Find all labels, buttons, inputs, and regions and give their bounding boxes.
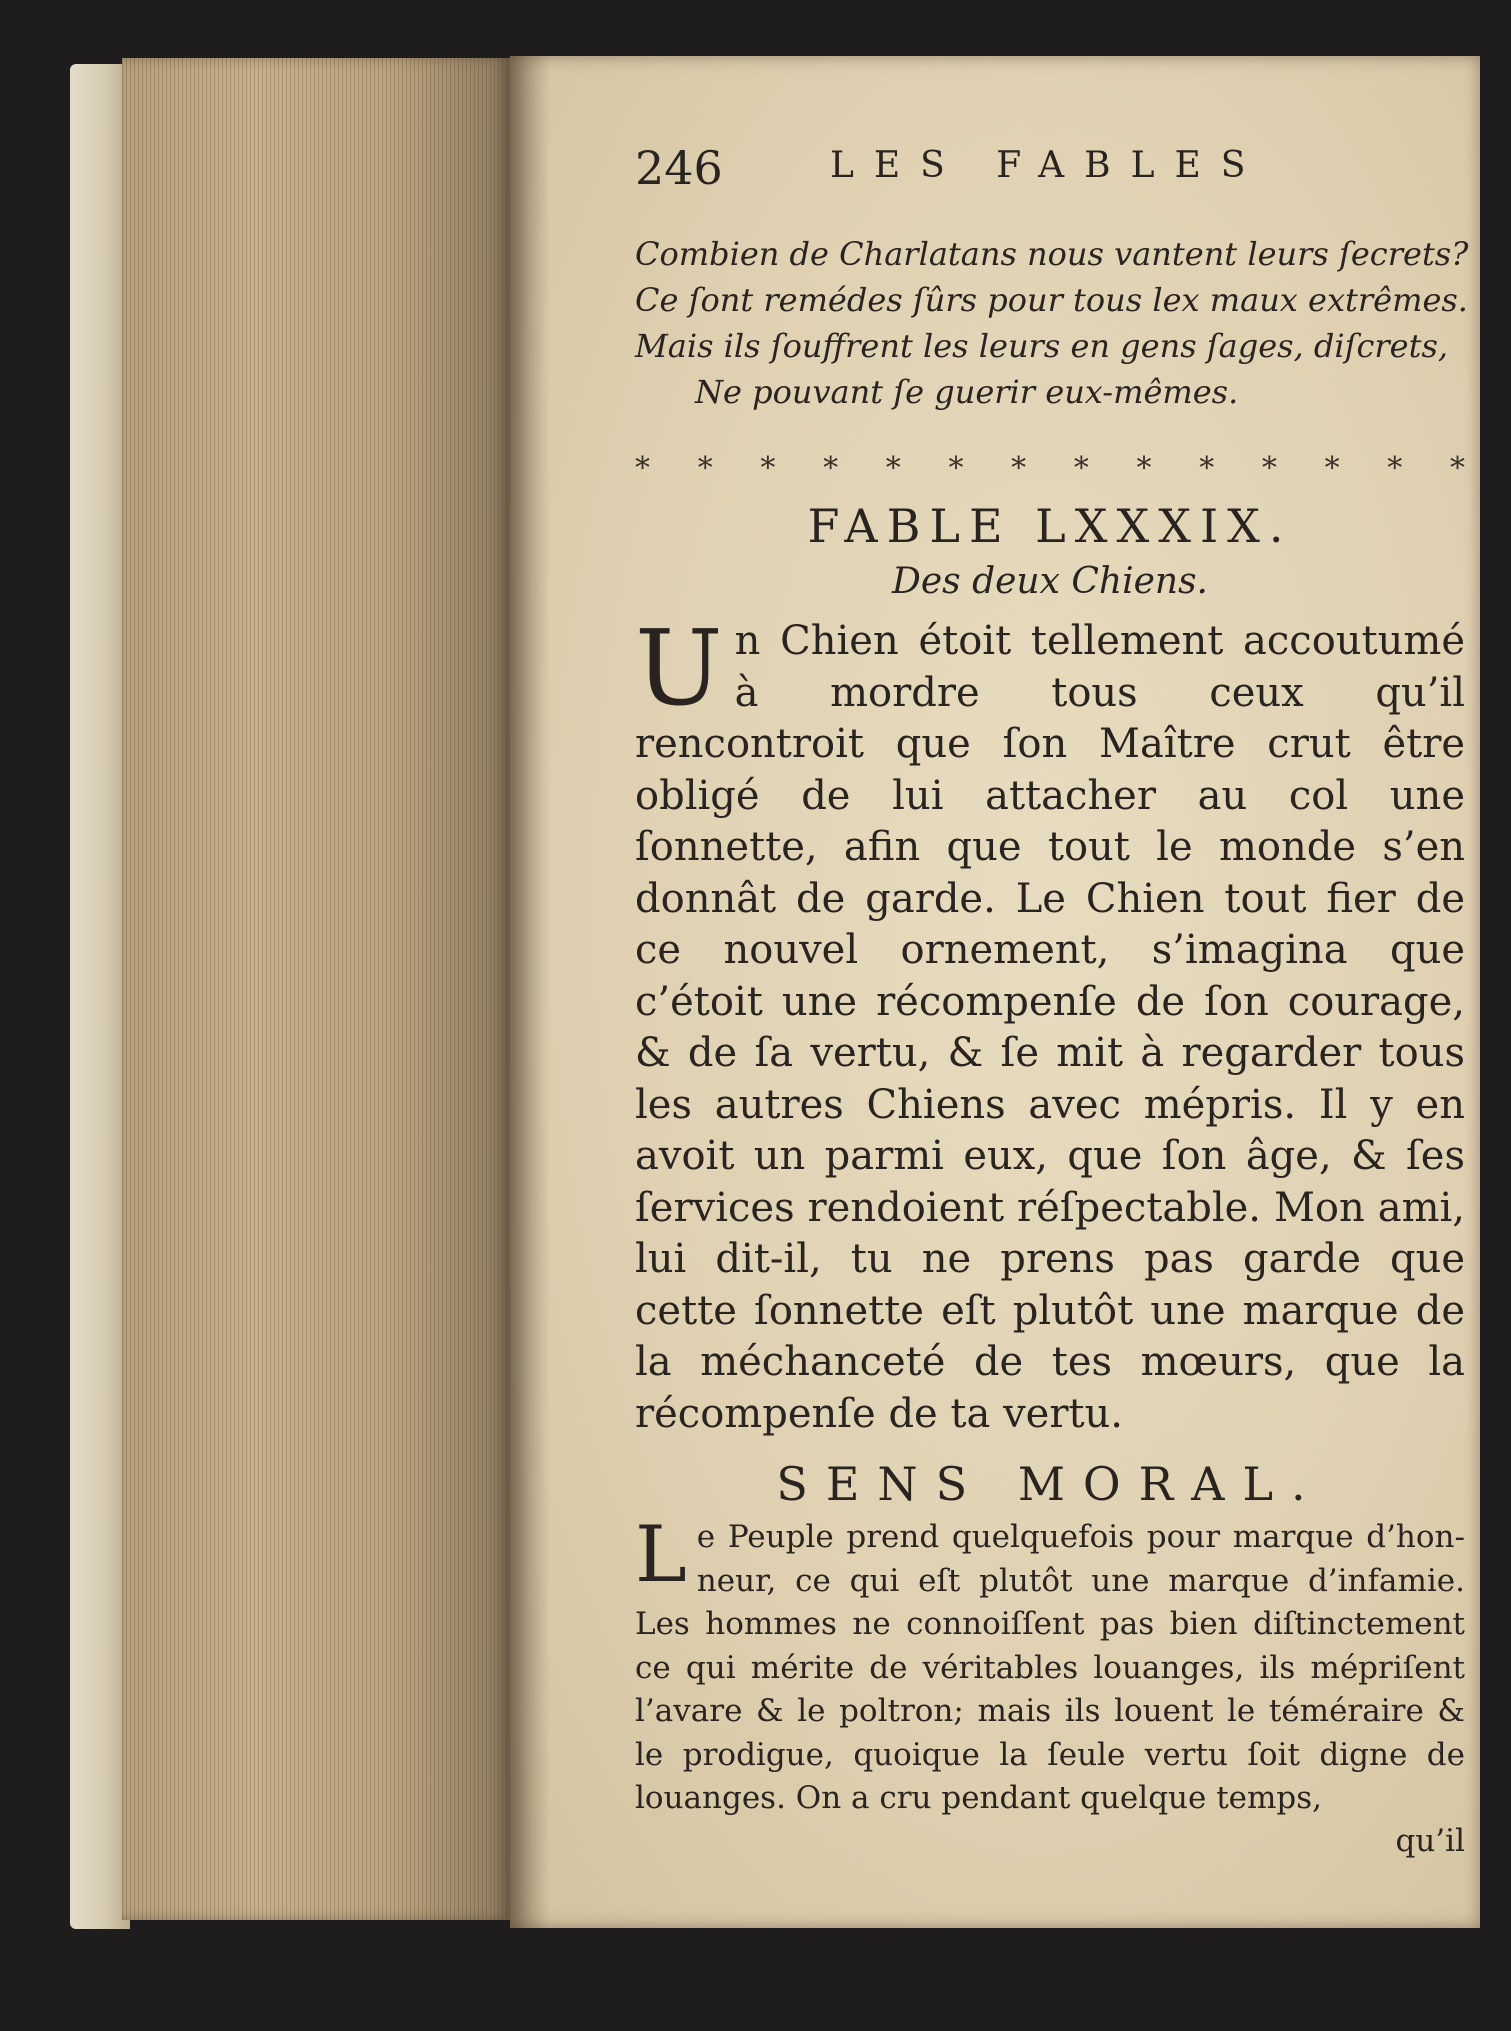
fable-body — [635, 607, 1465, 1440]
star-separator — [635, 451, 1465, 486]
verse-line: Ne pouvant ſe guerir eux-mêmes. — [695, 373, 1239, 411]
catchword: qu’il — [1395, 1822, 1465, 1859]
star-ornament: * — [948, 451, 964, 486]
star-ornament: * — [885, 451, 901, 486]
drop-cap: L — [635, 1510, 687, 1600]
gutter-shadow — [510, 56, 550, 1928]
verse-line: Mais ils ſouffrent les leurs en gens ſages, diſcrets, — [635, 327, 1449, 365]
star-ornament: * — [1387, 451, 1403, 486]
star-ornament: * — [1011, 451, 1027, 486]
fable-subtitle: Des deux Chiens. — [891, 561, 1209, 602]
book-page — [510, 56, 1480, 1928]
verse-stanza — [635, 231, 1469, 415]
running-title: LES FABLES — [830, 145, 1266, 186]
star-ornament: * — [760, 451, 776, 486]
verse-line: Ce ſont remédes ſûrs pour tous lex maux extrêmes. — [635, 281, 1468, 319]
fable-title: FABLE LXXXIX. — [807, 499, 1293, 553]
page-block-edge — [122, 58, 510, 1920]
star-ornament: * — [1136, 451, 1152, 486]
star-ornament: * — [635, 451, 650, 486]
page-number: 246 — [635, 141, 723, 195]
moral-title: SENS MORAL. — [776, 1457, 1324, 1511]
star-ornament: * — [697, 451, 713, 486]
star-ornament: * — [823, 451, 839, 486]
star-ornament: * — [1199, 451, 1215, 486]
star-ornament: * — [1449, 451, 1465, 486]
star-ornament: * — [1261, 451, 1277, 486]
moral-body — [635, 1510, 1465, 1821]
page-text — [635, 141, 1469, 1861]
verse-line: Combien de Charlatans nous vantent leurs ſecrets? — [635, 235, 1469, 273]
running-head — [635, 141, 1465, 221]
moral-text: e Peuple prend quelquefois pour marque d’honneur, ce qui eſt plutôt une marque d’infamie. Les hommes ne connoiſſent pas bien diſtinctement ce qui mérite de véritables louanges, ils mépriſent l’avare & le poltron; mais ils louent le téméraire & le prodigue, quoique la ſeule vertu ſoit digne de louanges. On a cru pendant quelque temps, — [635, 1519, 1465, 1816]
star-ornament: * — [1324, 451, 1340, 486]
star-ornament: * — [1073, 451, 1089, 486]
fable-text: n Chien étoit tellement accoutumé à mordre tous ceux qu’il rencontroit que ſon Maître crut être obligé de lui attacher au col une ſonnette, afin que tout le monde s’en donnât de garde. Le Chien tout fier de ce nouvel ornement, s’imagina que c’étoit une récompenſe de ſon courage, & de ſa vertu, & ſe mit à regarder tous les autres Chiens avec mépris. Il y en avoit un parmi eux, que ſon âge, & ſes ſervices rendoient réſpectable. Mon ami, lui dit-il, tu ne prens pas garde que cette ſonnette eſt plutôt une marque de la méchanceté de tes mœurs, que la récompenſe de ta vertu. — [635, 618, 1465, 1437]
drop-cap: U — [635, 607, 723, 729]
book-cover-edge — [70, 64, 130, 1929]
